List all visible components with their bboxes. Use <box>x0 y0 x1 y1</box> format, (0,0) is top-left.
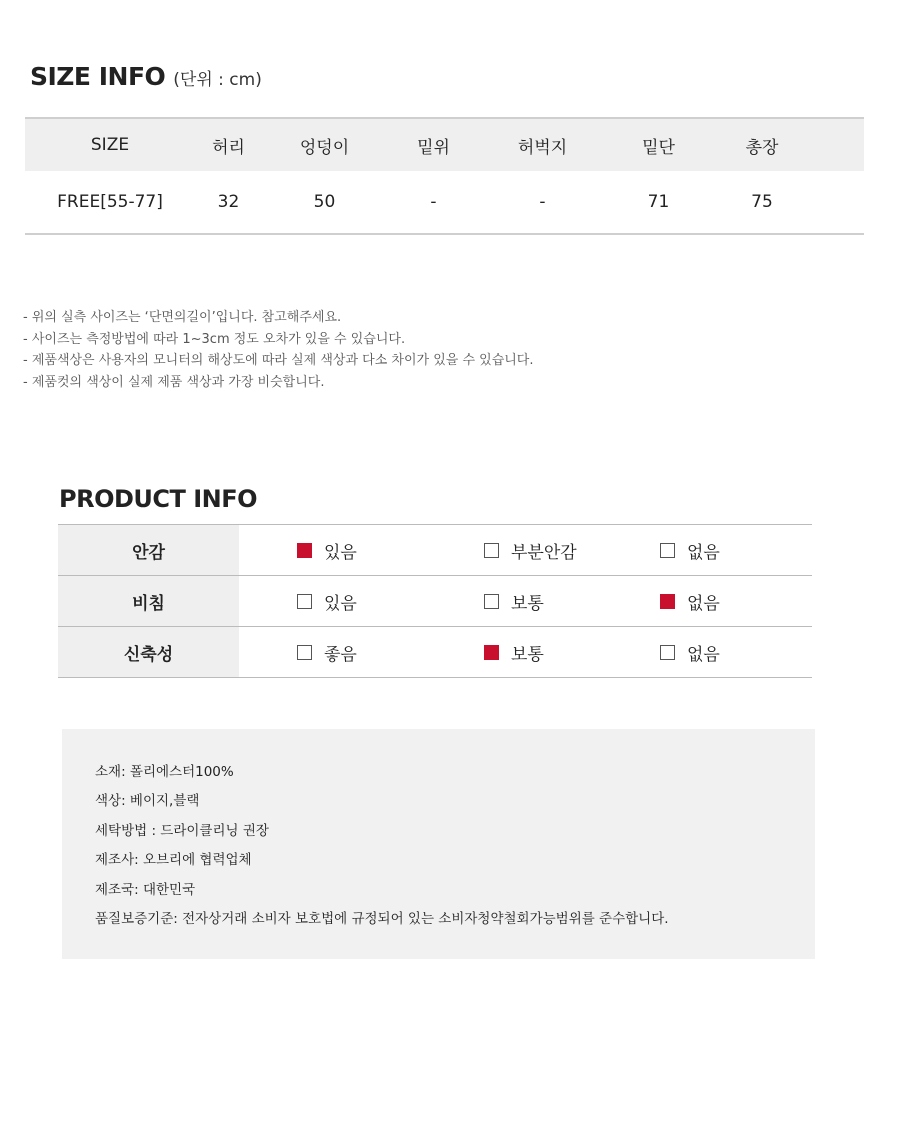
product-row-options <box>239 627 812 677</box>
size-cell: 32 <box>217 192 240 212</box>
option-label: 있음 <box>324 542 357 563</box>
checkbox-icon <box>660 543 675 558</box>
checkbox-icon <box>297 543 312 558</box>
size-cell: - <box>539 192 546 212</box>
material-info-lines <box>95 758 669 934</box>
checkbox-icon <box>660 645 675 660</box>
washing-line: 세탁방법 : 드라이클리닝 권장 <box>95 822 269 839</box>
size-header-cell: 허벅지 <box>517 137 568 158</box>
product-info-table <box>58 524 812 678</box>
option-label: 부분안감 <box>511 542 577 563</box>
option-label: 좋음 <box>324 644 357 665</box>
option-lining-partial <box>484 525 577 575</box>
size-header-cell: 허리 <box>212 137 245 158</box>
size-table-row <box>25 171 864 233</box>
option-stretch-normal <box>484 627 544 677</box>
product-row-options <box>239 576 812 626</box>
product-row-options <box>239 525 812 575</box>
size-cell: 71 <box>647 192 670 212</box>
size-info-heading: SIZE INFO <box>30 62 166 91</box>
origin-line: 제조국: 대한민국 <box>95 881 196 898</box>
product-row-sheerness <box>58 575 812 627</box>
option-label: 보통 <box>511 644 544 665</box>
option-sheer-none <box>660 576 720 626</box>
size-header-cell: 엉덩이 <box>299 137 350 158</box>
option-sheer-normal <box>484 576 544 626</box>
size-table <box>25 117 864 235</box>
manufacturer-line: 제조사: 오브리에 협력업체 <box>95 852 252 869</box>
checkbox-icon <box>297 594 312 609</box>
material-line: 소재: 폴리에스터100% <box>95 764 234 780</box>
product-row-label: 비침 <box>58 576 239 626</box>
material-info-box <box>62 729 815 959</box>
option-stretch-none <box>660 627 720 677</box>
size-info-unit: (단위 : cm) <box>173 70 262 90</box>
checkbox-icon <box>484 594 499 609</box>
size-cell: FREE[55-77] <box>57 192 163 212</box>
product-info-title: PRODUCT INFO <box>59 485 258 513</box>
option-label: 보통 <box>511 593 544 614</box>
size-header-cell: SIZE <box>90 135 130 155</box>
size-header-cell: 밑위 <box>417 137 450 158</box>
checkbox-icon <box>297 645 312 660</box>
size-header-cell: 총장 <box>745 137 779 158</box>
product-row-stretch <box>58 627 812 677</box>
warranty-line: 품질보증기준: 전자상거래 소비자 보호법에 규정되어 있는 소비자청약철회가능범위를 준수합니다. <box>95 911 669 928</box>
size-table-header <box>25 119 864 171</box>
size-header-cell: 밑단 <box>642 137 675 158</box>
note-line: - 제품컷의 색상이 실제 제품 색상과 가장 비슷합니다. <box>23 374 325 390</box>
note-line: - 사이즈는 측정방법에 따라 1~3cm 정도 오차가 있을 수 있습니다. <box>23 331 406 347</box>
color-line: 색상: 베이지,블랙 <box>95 793 200 810</box>
option-label: 없음 <box>687 542 720 563</box>
option-label: 없음 <box>687 644 720 665</box>
size-cell: 50 <box>313 192 336 212</box>
checkbox-icon <box>484 645 499 660</box>
size-cell: - <box>430 192 437 212</box>
option-label: 있음 <box>324 593 357 614</box>
option-lining-yes <box>297 525 357 575</box>
size-notes <box>23 307 534 393</box>
product-row-label: 안감 <box>58 525 239 575</box>
note-line: - 제품색상은 사용자의 모니터의 해상도에 따라 실제 색상과 다소 차이가 있을 수 있습니다. <box>23 353 534 368</box>
size-info-title <box>30 62 262 91</box>
checkbox-icon <box>660 594 675 609</box>
product-row-lining <box>58 525 812 575</box>
product-row-label: 신축성 <box>58 627 239 677</box>
option-lining-none <box>660 525 720 575</box>
option-label: 없음 <box>687 593 720 614</box>
note-line: - 위의 실측 사이즈는 ‘단면의길이’입니다. 참고해주세요. <box>23 310 342 325</box>
checkbox-icon <box>484 543 499 558</box>
option-stretch-good <box>297 627 357 677</box>
size-cell: 75 <box>751 192 773 212</box>
option-sheer-yes <box>297 576 357 626</box>
